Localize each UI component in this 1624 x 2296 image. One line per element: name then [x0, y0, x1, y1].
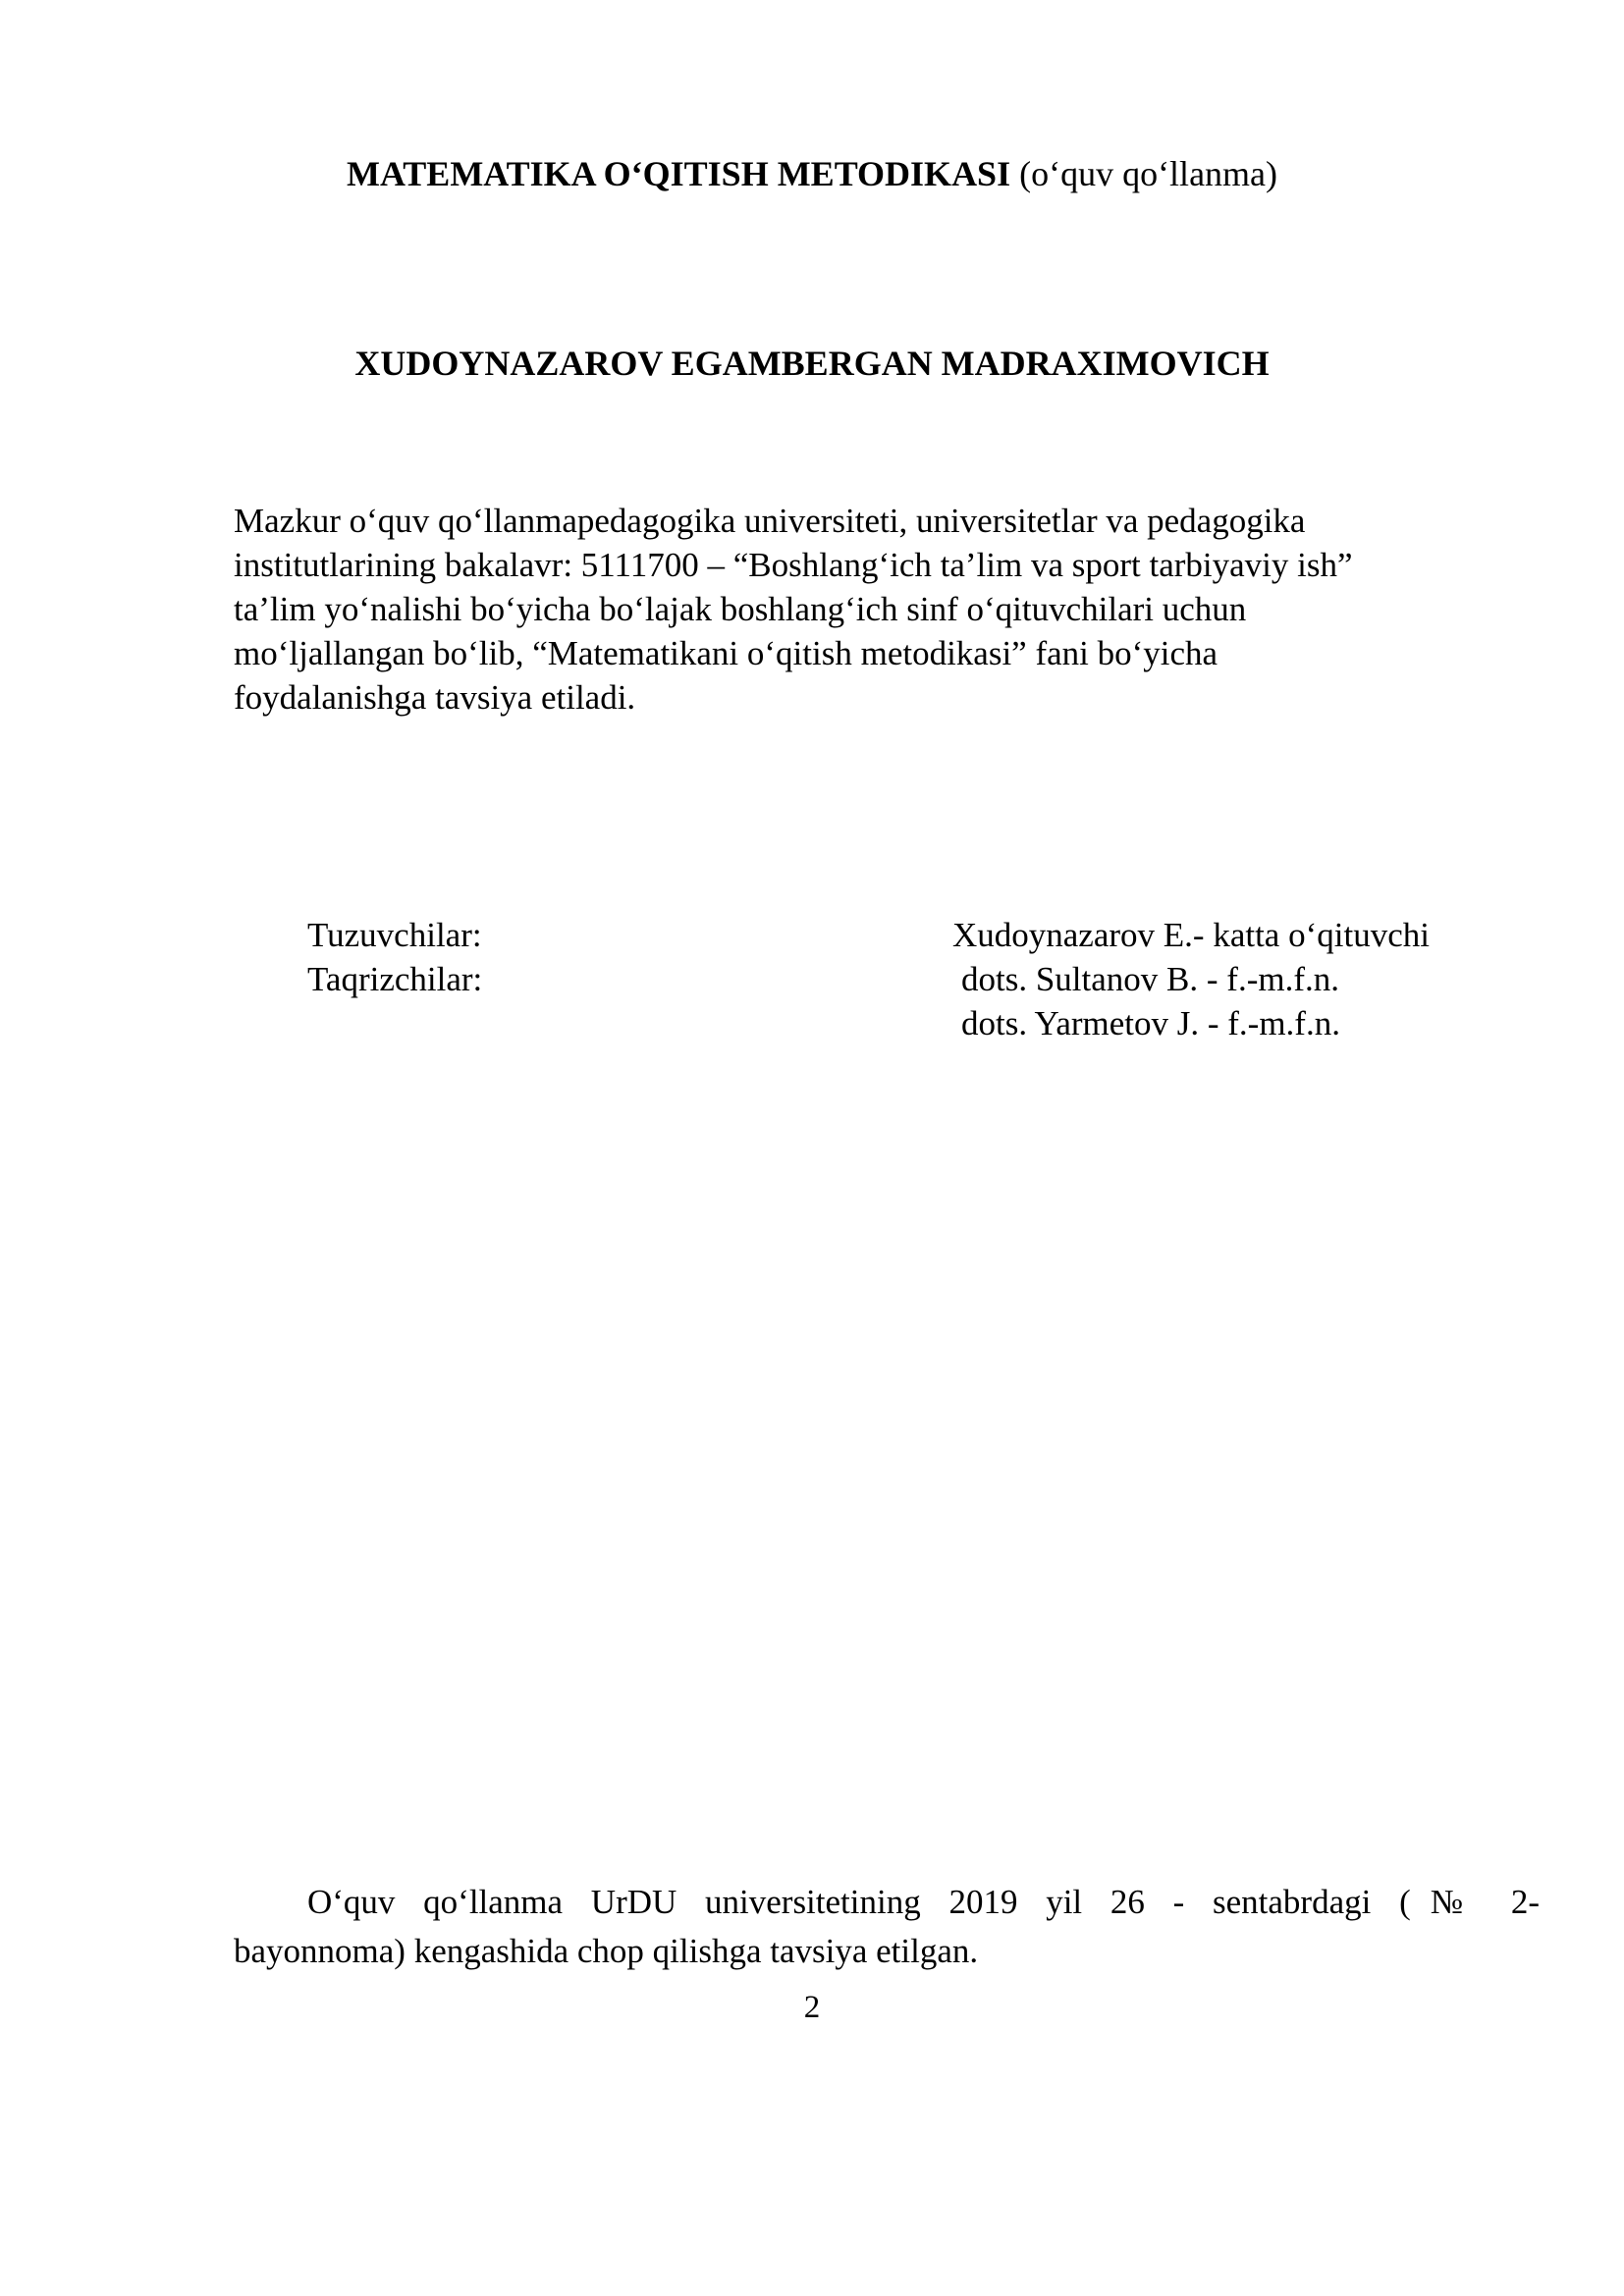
- compiler-name: Xudoynazarov E.- katta o‘qituvchi: [952, 916, 1430, 954]
- page-number: 2: [803, 1990, 821, 2025]
- annotation-line: ta’lim yo‘nalishi bo‘yicha bo‘lajak boshlang‘ich sinf o‘qituvchilari uchun: [234, 590, 1247, 628]
- approval-line-2: bayonnoma) kengashida chop qilishga tavsiya etilgan.: [234, 1932, 979, 1970]
- reviewer-name: dots. Yarmetov J. - f.-m.f.n.: [961, 1004, 1340, 1042]
- reviewers-row-2: [307, 1001, 1564, 1045]
- title-subtitle: (o‘quv qo‘llanma): [1019, 154, 1278, 193]
- credits-block: [307, 913, 1564, 1045]
- annotation-line: institutlarining bakalavr: 5111700 – “Boshlang‘ich ta’lim va sport tarbiyaviy ish”: [234, 546, 1353, 584]
- approval-line-1: O‘quv qo‘llanma UrDU universitetining 2019 yil 26 - sentabrdagi (№ 2-: [307, 1883, 1540, 1921]
- reviewers-label: Taqrizchilar:: [307, 960, 483, 998]
- title-main: MATEMATIKA O‘QITISH METODIKASI: [346, 154, 1011, 193]
- compilers-row: [307, 913, 1564, 957]
- reviewer-name: dots. Sultanov B. - f.-m.f.n.: [961, 960, 1339, 998]
- approval-paragraph: [234, 1878, 1540, 1976]
- annotation-paragraph: [234, 499, 1549, 720]
- author-name: XUDOYNAZAROV EGAMBERGAN MADRAXIMOVICH: [354, 344, 1270, 383]
- compilers-label: Tuzuvchilar:: [307, 916, 482, 954]
- annotation-line: mo‘ljallangan bo‘lib, “Matematikani o‘qitish metodikasi” fani bo‘yicha: [234, 634, 1218, 672]
- annotation-line: Mazkur o‘quv qo‘llanmapedagogika universiteti, universitetlar va pedagogika: [234, 502, 1306, 540]
- annotation-line: foydalanishga tavsiya etiladi.: [234, 678, 636, 717]
- reviewers-row: [307, 957, 1564, 1001]
- page-title: [0, 152, 1624, 195]
